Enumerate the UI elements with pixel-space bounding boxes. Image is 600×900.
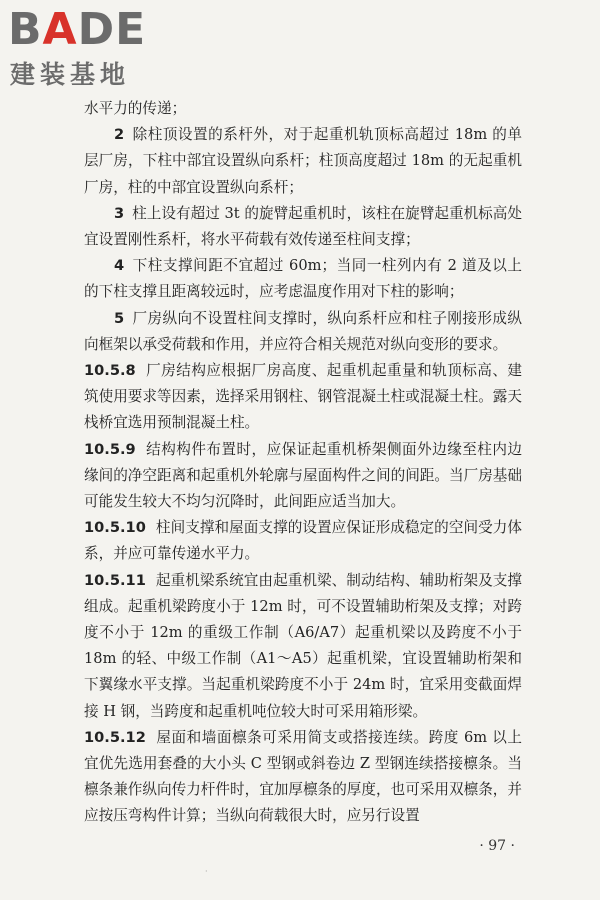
section-10-5-10: 10.5.10 柱间支撑和屋面支撑的设置应保证形成稳定的空间受力体系，并应可靠传递水平力。 <box>84 519 522 563</box>
section-10-5-12: 10.5.12 屋面和墙面檩条可采用简支或搭接连续。跨度 6m 以上宜优先选用套叠的大小头 C 型钢或斜卷边 Z 型钢连续搭接檩条。当檩条兼作纵向传力杆件时，宜加厚檩条的厚度，也可采用双檩条，并应按压弯构件计算；当纵向荷载很大时，应另行设置 <box>84 728 522 825</box>
list-item-3: 3 柱上设有超过 3t 的旋臂起重机时，该柱在旋臂起重机标高处宜设置刚性系杆，将水平荷载有效传递至柱间支撑； <box>84 204 522 249</box>
logo-wordmark: BADE <box>8 4 147 55</box>
logo-subtitle: 建装基地 <box>10 60 131 89</box>
document-body <box>84 96 522 830</box>
bade-logo <box>6 4 176 94</box>
section-10-5-8: 10.5.8 厂房结构应根据厂房高度、起重机起重量和轨顶标高、建筑使用要求等因素，选择采用钢柱、钢管混凝土柱或混凝土柱。露天栈桥宜选用预制混凝土柱。 <box>84 362 522 432</box>
list-item-4: 4 下柱支撑间距不宜超过 60m；当同一柱列内有 2 道及以上的下柱支撑且距离较远时，应考虑温度作用对下柱的影响； <box>84 257 522 301</box>
paragraph-continuation: 水平力的传递； <box>84 100 187 117</box>
page-number: · 97 · <box>479 838 515 854</box>
section-10-5-11: 10.5.11 起重机梁系统宜由起重机梁、制动结构、辅助桁架及支撑组成。起重机梁跨度小于 12m 时，可不设置辅助桁架及支撑；对跨度不小于 12m 的重级工作制（A6/A7）起重机梁以及跨度不小于 18m 的轻、中级工作制（A1～A5）起重机梁，宜设置辅助桁架和下翼缘水平支撑。当起重机梁跨度不小于 24m 时，宜采用变截面焊接 H 钢，当跨度和起重机吨位较大时可采用箱形梁。 <box>84 571 522 720</box>
dust-speck: · <box>205 867 208 876</box>
list-item-5: 5 厂房纵向不设置柱间支撑时，纵向系杆应和柱子刚接形成纵向框架以承受荷载和作用，并应符合相关规范对纵向变形的要求。 <box>84 309 522 353</box>
list-item-2: 2 除柱顶设置的系杆外，对于起重机轨顶标高超过 18m 的单层厂房，下柱中部宜设置纵向系杆；柱顶高度超过 18m 的无起重机厂房，柱的中部宜设置纵向系杆； <box>84 126 522 196</box>
section-10-5-9: 10.5.9 结构构件布置时，应保证起重机桥架侧面外边缘至柱内边缘间的净空距离和起重机外轮廓与屋面构件之间的间距。当厂房基础可能发生较大不均匀沉降时，此间距应适当加大。 <box>84 440 522 511</box>
